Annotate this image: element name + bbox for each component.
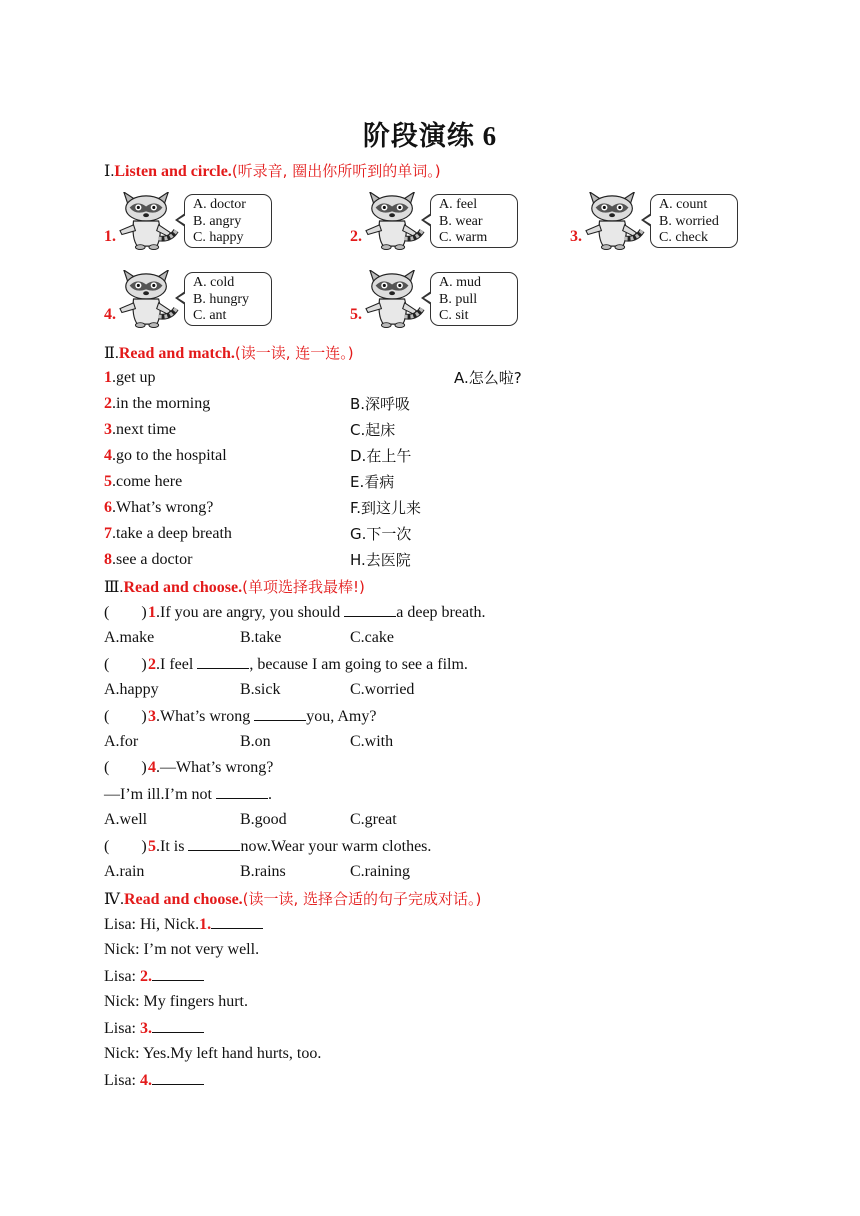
options-row bbox=[104, 732, 394, 752]
listen-item-2 bbox=[350, 192, 530, 256]
section-2-instruction: (读一读, 连一连。) bbox=[234, 344, 354, 362]
match-left[interactable]: .next time bbox=[112, 421, 176, 438]
option-b[interactable]: B.sick bbox=[240, 681, 281, 698]
options-row bbox=[104, 862, 410, 882]
match-left[interactable]: .What’s wrong? bbox=[112, 499, 214, 516]
blank-number-dot: . bbox=[148, 968, 152, 985]
option-a[interactable]: A. mud bbox=[439, 275, 481, 290]
raccoon-icon bbox=[114, 192, 182, 250]
answer-slot[interactable]: ( ) bbox=[104, 838, 147, 855]
section-4-instruction: (读一读, 选择合适的句子完成对话。) bbox=[242, 890, 482, 908]
match-right[interactable]: G.下一次 bbox=[350, 525, 412, 543]
dialogue-line bbox=[104, 914, 263, 935]
blank-number-dot: . bbox=[148, 1072, 152, 1089]
speech-bubble bbox=[430, 272, 518, 326]
dialogue-line bbox=[104, 992, 248, 1012]
match-left[interactable]: .take a deep breath bbox=[112, 525, 232, 542]
match-right[interactable]: C.起床 bbox=[350, 421, 396, 439]
option-b[interactable]: B. worried bbox=[659, 213, 719, 229]
question-number: 5 bbox=[148, 838, 156, 855]
dialogue-line bbox=[104, 1070, 204, 1091]
row-number: 8 bbox=[104, 551, 112, 568]
question-text: .I feel bbox=[156, 656, 198, 673]
option-a[interactable]: A.well bbox=[104, 811, 148, 828]
listen-item-4 bbox=[104, 270, 284, 334]
row-number: 1 bbox=[104, 369, 112, 386]
option-c[interactable]: C. ant bbox=[193, 308, 227, 323]
row-number: 2 bbox=[104, 395, 112, 412]
match-row bbox=[104, 498, 421, 518]
option-b[interactable]: B.take bbox=[240, 629, 282, 646]
option-c[interactable]: C.cake bbox=[350, 629, 394, 646]
section-1-title: Listen and circle. bbox=[114, 163, 232, 180]
option-b[interactable]: B. angry bbox=[193, 213, 242, 229]
question-2 bbox=[104, 654, 468, 675]
question-1 bbox=[104, 602, 486, 623]
blank[interactable] bbox=[188, 836, 240, 851]
option-c[interactable]: C.worried bbox=[350, 681, 415, 698]
blank[interactable] bbox=[152, 1018, 204, 1033]
question-text: .It is bbox=[156, 838, 189, 855]
question-text: .What’s wrong bbox=[156, 708, 255, 725]
option-a[interactable]: A.rain bbox=[104, 863, 145, 880]
listen-item-1 bbox=[104, 192, 284, 256]
match-right[interactable]: A.怎么啦? bbox=[454, 369, 522, 387]
question-text: you, Amy? bbox=[306, 708, 377, 725]
match-left[interactable]: .in the morning bbox=[112, 395, 211, 412]
option-c[interactable]: C. happy bbox=[193, 230, 244, 245]
option-b[interactable]: B.on bbox=[240, 733, 271, 750]
option-b[interactable]: B. wear bbox=[439, 213, 483, 229]
dialogue-line bbox=[104, 966, 204, 987]
option-b[interactable]: B.rains bbox=[240, 863, 286, 880]
question-number: 4 bbox=[148, 759, 156, 776]
match-row bbox=[104, 472, 395, 492]
answer-slot[interactable]: ( ) bbox=[104, 604, 147, 621]
section-1-number: Ⅰ. bbox=[104, 163, 115, 180]
question-3 bbox=[104, 706, 376, 727]
blank[interactable] bbox=[152, 1070, 204, 1085]
options-row bbox=[104, 628, 394, 648]
item-number: 4. bbox=[104, 306, 116, 323]
dialogue-line bbox=[104, 940, 259, 960]
blank[interactable] bbox=[344, 602, 396, 617]
page-title: 阶段演练 6 bbox=[362, 121, 498, 151]
listen-item-5 bbox=[350, 270, 530, 334]
blank-number-dot: . bbox=[148, 1020, 152, 1037]
option-c[interactable]: C.great bbox=[350, 811, 397, 828]
option-a[interactable]: A. feel bbox=[439, 197, 478, 212]
row-number: 4 bbox=[104, 447, 112, 464]
answer-slot[interactable]: ( ) bbox=[104, 759, 147, 776]
question-text: —I’m ill.I’m not bbox=[104, 786, 216, 803]
dialogue-text: Nick: Yes.My left hand hurts, too. bbox=[104, 1045, 322, 1062]
raccoon-icon bbox=[360, 192, 428, 250]
question-text: .—What’s wrong? bbox=[156, 759, 274, 776]
question-text: , because I am going to see a film. bbox=[249, 656, 468, 673]
option-b[interactable]: B. pull bbox=[439, 291, 478, 307]
dialogue-text: Lisa: Hi, Nick. bbox=[104, 916, 200, 933]
answer-slot[interactable]: ( ) bbox=[104, 708, 147, 725]
row-number: 7 bbox=[104, 525, 112, 542]
dialogue-text: Lisa: bbox=[104, 1020, 140, 1037]
section-4-number: Ⅳ. bbox=[104, 891, 124, 908]
blank-number: 4 bbox=[140, 1072, 148, 1089]
match-row bbox=[104, 394, 411, 414]
match-row bbox=[104, 368, 522, 388]
dialogue-line bbox=[104, 1018, 204, 1039]
speech-bubble bbox=[650, 194, 738, 248]
question-4 bbox=[104, 758, 273, 778]
section-1-instruction: (听录音, 圈出你所听到的单词。) bbox=[231, 162, 441, 180]
row-number: 6 bbox=[104, 499, 112, 516]
blank-number-dot: . bbox=[207, 916, 212, 933]
options-row bbox=[104, 810, 397, 830]
section-3-instruction: (单项选择我最棒!) bbox=[242, 578, 365, 596]
match-right[interactable]: H.去医院 bbox=[350, 551, 411, 569]
match-left[interactable]: .get up bbox=[112, 369, 156, 386]
option-c[interactable]: C.with bbox=[350, 733, 394, 750]
speech-bubble bbox=[430, 194, 518, 248]
question-text: .If you are angry, you should bbox=[156, 604, 345, 621]
question-text: now.Wear your warm clothes. bbox=[240, 838, 432, 855]
dialogue-text: Lisa: bbox=[104, 1072, 140, 1089]
raccoon-icon bbox=[114, 270, 182, 328]
match-row bbox=[104, 420, 396, 440]
option-b[interactable]: B. hungry bbox=[193, 291, 249, 307]
options-row bbox=[104, 680, 415, 700]
row-number: 3 bbox=[104, 421, 112, 438]
blank[interactable] bbox=[211, 914, 263, 929]
blank-number: 2 bbox=[140, 968, 148, 985]
match-left[interactable]: .see a doctor bbox=[112, 551, 193, 568]
question-4-line-2 bbox=[104, 784, 272, 805]
section-2-heading bbox=[104, 343, 354, 364]
row-number: 5 bbox=[104, 473, 112, 490]
blank[interactable] bbox=[152, 966, 204, 981]
option-a[interactable]: A.for bbox=[104, 733, 139, 750]
dialogue-text: Nick: My fingers hurt. bbox=[104, 993, 248, 1010]
question-number: 1 bbox=[148, 604, 156, 621]
match-right[interactable]: B.深呼吸 bbox=[350, 395, 411, 413]
blank-number: 1 bbox=[199, 916, 208, 933]
match-left[interactable]: .come here bbox=[112, 473, 183, 490]
match-row bbox=[104, 524, 412, 544]
option-c[interactable]: C. check bbox=[659, 230, 708, 245]
match-row bbox=[104, 550, 411, 570]
option-c[interactable]: C. warm bbox=[439, 230, 488, 245]
option-a[interactable]: A.make bbox=[104, 629, 155, 646]
match-row bbox=[104, 446, 412, 466]
option-b[interactable]: B.good bbox=[240, 811, 287, 828]
question-number: 2 bbox=[148, 656, 156, 673]
section-2-number: Ⅱ. bbox=[104, 345, 119, 362]
section-3-number: Ⅲ. bbox=[104, 579, 124, 596]
option-a[interactable]: A. count bbox=[659, 197, 708, 212]
section-3-heading bbox=[104, 577, 365, 598]
raccoon-icon bbox=[360, 270, 428, 328]
item-number: 1. bbox=[104, 228, 116, 245]
speech-bubble bbox=[184, 272, 272, 326]
question-text: . bbox=[267, 786, 272, 803]
blank[interactable] bbox=[254, 706, 306, 721]
dialogue-text: Lisa: bbox=[104, 968, 140, 985]
match-left[interactable]: .go to the hospital bbox=[112, 447, 227, 464]
listen-item-3 bbox=[570, 192, 750, 256]
section-3-title: Read and choose. bbox=[123, 579, 243, 596]
item-number: 2. bbox=[350, 228, 362, 245]
option-c[interactable]: C.raining bbox=[350, 863, 410, 880]
section-1-heading bbox=[104, 161, 441, 182]
question-number: 3 bbox=[148, 708, 156, 725]
blank-number: 3 bbox=[140, 1020, 148, 1037]
section-2-title: Read and match. bbox=[118, 345, 235, 362]
match-right[interactable]: E.看病 bbox=[350, 473, 395, 491]
section-4-title: Read and choose. bbox=[123, 891, 243, 908]
answer-slot[interactable]: ( ) bbox=[104, 656, 147, 673]
blank[interactable] bbox=[197, 654, 249, 669]
item-number: 5. bbox=[350, 306, 362, 323]
dialogue-text: Nick: I’m not very well. bbox=[104, 941, 260, 958]
dialogue-line bbox=[104, 1044, 321, 1064]
raccoon-icon bbox=[580, 192, 648, 250]
option-a[interactable]: A. cold bbox=[193, 275, 235, 290]
question-5 bbox=[104, 836, 431, 857]
speech-bubble bbox=[184, 194, 272, 248]
option-c[interactable]: C. sit bbox=[439, 308, 469, 323]
option-a[interactable]: A. doctor bbox=[193, 197, 246, 212]
match-right[interactable]: F.到这儿来 bbox=[350, 499, 421, 517]
option-a[interactable]: A.happy bbox=[104, 681, 159, 698]
match-right[interactable]: D.在上午 bbox=[350, 447, 412, 465]
item-number: 3. bbox=[570, 228, 582, 245]
blank[interactable] bbox=[216, 784, 268, 799]
question-text: a deep breath. bbox=[396, 604, 486, 621]
section-4-heading bbox=[104, 889, 481, 910]
